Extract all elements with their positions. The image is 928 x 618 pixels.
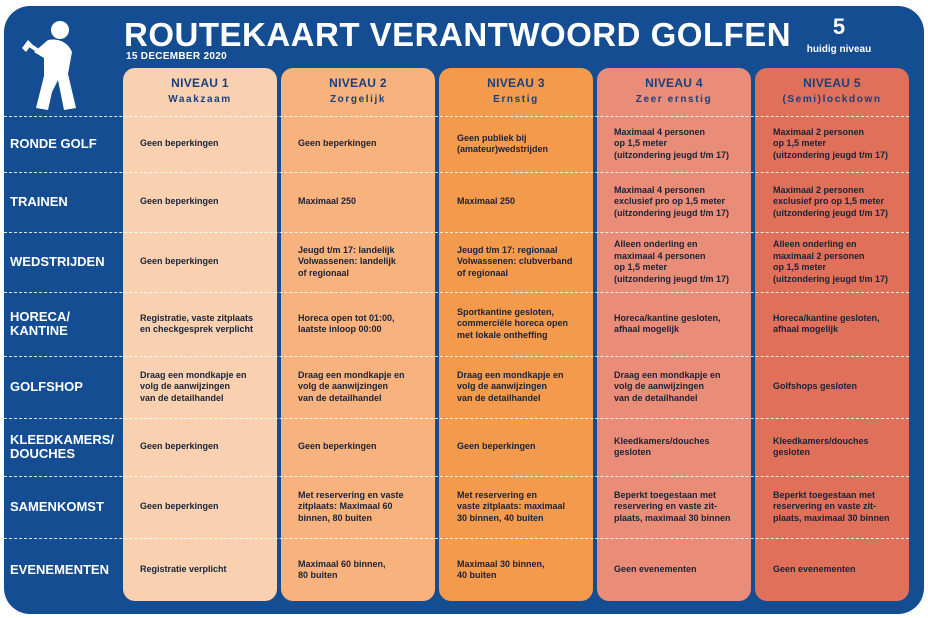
table-cell: Horeca open tot 01:00, laatste inloop 00:00 bbox=[298, 312, 395, 334]
table-cell: Geen evenementen bbox=[614, 564, 697, 575]
table-cell: Beperkt toegestaan met reservering en vaste zit- plaats, maximaal 30 binnen bbox=[773, 489, 890, 523]
table-cell: Geen beperkingen bbox=[140, 501, 219, 512]
row-separator bbox=[4, 116, 909, 117]
row-label-trainen: TRAINEN bbox=[10, 194, 68, 209]
level-label: NIVEAU 4 bbox=[645, 76, 703, 90]
table-cell: Maximaal 2 personen op 1,5 meter (uitzondering jeugd t/m 17) bbox=[773, 126, 888, 160]
level-label: NIVEAU 3 bbox=[487, 76, 545, 90]
level-header bbox=[439, 68, 593, 116]
level-severity: Ernstig bbox=[493, 94, 539, 105]
table-cell: Registratie verplicht bbox=[140, 564, 227, 575]
table-cell: Geen beperkingen bbox=[140, 256, 219, 267]
table-cell: Maximaal 4 personen op 1,5 meter (uitzondering jeugd t/m 17) bbox=[614, 126, 729, 160]
row-separator bbox=[4, 538, 909, 539]
table-cell: Sportkantine gesloten, commerciële horeca open met lokale ontheffing bbox=[457, 306, 569, 340]
table-cell: Maximaal 30 binnen, 40 buiten bbox=[457, 558, 545, 580]
golfer-icon bbox=[18, 18, 92, 114]
table-cell: Draag een mondkapje en volg de aanwijzingen van de detailhandel bbox=[614, 369, 721, 403]
level-severity: (Semi)lockdown bbox=[782, 94, 882, 105]
table-cell: Geen beperkingen bbox=[457, 441, 536, 452]
table-cell: Kleedkamers/douches gesloten bbox=[614, 435, 710, 457]
level-label: NIVEAU 1 bbox=[171, 76, 229, 90]
table-cell: Alleen onderling en maximaal 4 personen op 1,5 meter (uitzondering jeugd t/m 17) bbox=[614, 239, 729, 284]
current-level-number: 5 bbox=[832, 14, 846, 39]
row-label-kleedkamers-douches: KLEEDKAMERS/ DOUCHES bbox=[10, 432, 115, 461]
table-cell: Horeca/kantine gesloten, afhaal mogelijk bbox=[773, 312, 880, 334]
table-cell: Jeugd t/m 17: regionaal Volwassenen: clubverband of regionaal bbox=[457, 244, 573, 278]
row-label-wedstrijden: WEDSTRIJDEN bbox=[10, 254, 105, 269]
level-severity: Waakzaam bbox=[168, 94, 232, 105]
date-label: 15 DECEMBER 2020 bbox=[126, 51, 227, 62]
table-cell: Draag een mondkapje en volg de aanwijzingen van de detailhandel bbox=[140, 369, 247, 403]
row-label-samenkomst: SAMENKOMST bbox=[10, 499, 104, 514]
table-cell: Geen beperkingen bbox=[140, 138, 219, 149]
table-cell: Geen evenementen bbox=[773, 564, 856, 575]
table-cell: Maximaal 250 bbox=[457, 196, 516, 207]
row-separator bbox=[4, 232, 909, 233]
row-separator bbox=[4, 476, 909, 477]
table-cell: Golfshops gesloten bbox=[773, 381, 858, 392]
table-cell: Beperkt toegestaan met reservering en vaste zit- plaats, maximaal 30 binnen bbox=[614, 489, 731, 523]
table-cell: Draag een mondkapje en volg de aanwijzingen van de detailhandel bbox=[298, 369, 405, 403]
table-cell: Met reservering en vaste zitplaats: maximaal 30 binnen, 40 buiten bbox=[457, 489, 566, 523]
row-label-ronde-golf: RONDE GOLF bbox=[10, 136, 97, 151]
table-cell: Alleen onderling en maximaal 2 personen op 1,5 meter (uitzondering jeugd t/m 17) bbox=[773, 239, 888, 284]
table-cell: Geen beperkingen bbox=[140, 196, 219, 207]
level-severity: Zorgelijk bbox=[329, 94, 387, 105]
table-cell: Geen beperkingen bbox=[298, 138, 377, 149]
table-cell: Geen publiek bij (amateur)wedstrijden bbox=[457, 132, 549, 154]
table-cell: Maximaal 250 bbox=[298, 196, 357, 207]
table-cell: Geen beperkingen bbox=[298, 441, 377, 452]
table-cell: Registratie, vaste zitplaats en checkgesprek verplicht bbox=[140, 312, 254, 334]
level-header bbox=[755, 68, 909, 116]
row-separator bbox=[4, 356, 909, 357]
level-header bbox=[597, 68, 751, 116]
table-cell: Kleedkamers/douches gesloten bbox=[773, 435, 869, 457]
table-cell: Maximaal 60 binnen, 80 buiten bbox=[298, 558, 386, 580]
row-label-golfshop: GOLFSHOP bbox=[10, 379, 83, 394]
row-separator bbox=[4, 418, 909, 419]
row-label-evenementen: EVENEMENTEN bbox=[10, 562, 109, 577]
level-label: NIVEAU 2 bbox=[329, 76, 387, 90]
table-cell: Maximaal 2 personen exclusief pro op 1,5 meter (uitzondering jeugd t/m 17) bbox=[773, 184, 888, 218]
page-title: ROUTEKAART VERANTWOORD GOLFEN bbox=[124, 16, 792, 53]
table-cell: Horeca/kantine gesloten, afhaal mogelijk bbox=[614, 312, 721, 334]
table-cell: Met reservering en vaste zitplaats: Maximaal 60 binnen, 80 buiten bbox=[298, 489, 404, 523]
current-level-label: huidig niveau bbox=[806, 44, 872, 55]
row-separator bbox=[4, 172, 909, 173]
level-severity: Zeer ernstig bbox=[635, 94, 713, 105]
level-label: NIVEAU 5 bbox=[803, 76, 861, 90]
row-label-horeca-kantine: HORECA/ KANTINE bbox=[10, 309, 70, 338]
table-cell: Maximaal 4 personen exclusief pro op 1,5 meter (uitzondering jeugd t/m 17) bbox=[614, 184, 729, 218]
row-separator bbox=[4, 292, 909, 293]
table-cell: Jeugd t/m 17: landelijk Volwassenen: landelijk of regionaal bbox=[298, 244, 396, 278]
level-header bbox=[281, 68, 435, 116]
level-header bbox=[123, 68, 277, 116]
table-cell: Geen beperkingen bbox=[140, 441, 219, 452]
table-cell: Draag een mondkapje en volg de aanwijzingen van de detailhandel bbox=[457, 369, 564, 403]
routekaart-card bbox=[4, 6, 924, 614]
